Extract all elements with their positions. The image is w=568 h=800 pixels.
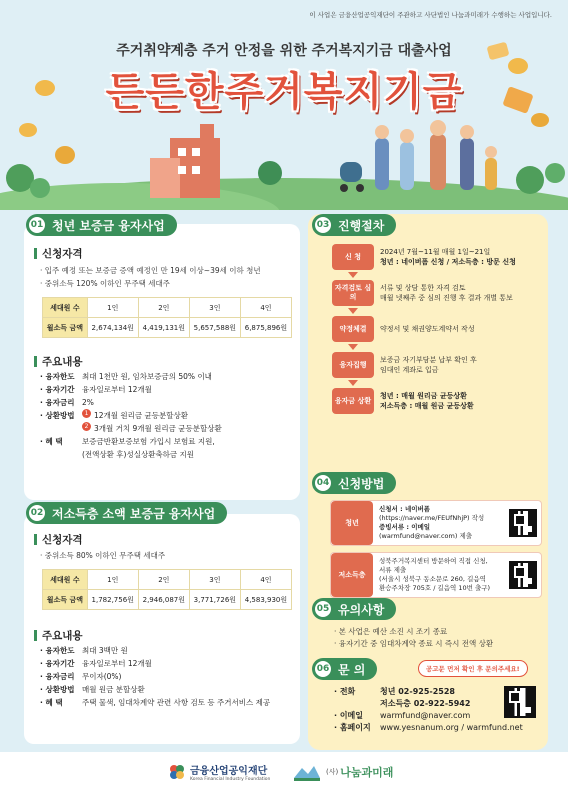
list-item: · 상환방법 1 12개월 원리금 균등분할상환	[40, 410, 189, 420]
apply-label: 청년	[331, 501, 373, 545]
step-label: 신 청	[332, 244, 374, 270]
step-label: 자격검토 심의	[332, 280, 374, 306]
table-row	[43, 318, 292, 338]
section-number: 05	[314, 600, 332, 618]
income-table-youth	[42, 297, 292, 338]
section-title: 신청방법	[338, 476, 385, 491]
form-link[interactable]: (https://naver.me/FEUfNhjP) 작성	[379, 514, 485, 522]
list-item: · 융자금리 2%	[40, 398, 94, 407]
table-cell: 2,946,087원	[138, 590, 189, 610]
notes-list	[334, 626, 493, 650]
list-item: · 융자기간 융자일로부터 12개월	[40, 385, 152, 394]
contact-website[interactable]: www.yesnanum.org / warmfund.net	[380, 723, 523, 732]
step-label: 융자금 상환	[332, 388, 374, 414]
list-item: · 융자한도 최대 3백만 원	[40, 646, 128, 655]
qr-code-icon	[504, 686, 536, 718]
hero-illustration	[0, 118, 568, 210]
apply-youth-row: 청년 신청서 : 네이버폼 (https://naver.me/FEUfNhjP) 작성 증빙서류 : 이메일 (warmfund@naver.com) 제출	[330, 500, 542, 546]
table-cell: 1,782,756원	[87, 590, 138, 610]
contact-bubble: 공고문 먼저 확인 후 문의주세요!	[418, 660, 528, 677]
page-subtitle: 주거취약계층 주거 안정을 위한 주거복지기금 대출사업	[116, 43, 452, 59]
list-item: · 융자기간 중 임대차계약 종료 시 즉시 전액 상환	[334, 639, 494, 648]
process-steps	[332, 242, 542, 416]
step-label: 융자집행	[332, 352, 374, 378]
apply-label: 저소득층	[331, 553, 373, 597]
eligibility-list	[40, 550, 165, 561]
process-step: 약정체결 약정서 및 채권양도계약서 작성	[332, 314, 542, 344]
table-cell: 5,657,588원	[189, 318, 240, 338]
table-row	[43, 590, 292, 610]
process-step: 융자집행 보증금 자기부담분 납부 확인 후 임대인 계좌로 입금	[332, 350, 542, 380]
table-cell: 월소득 금액	[43, 318, 88, 338]
section-title: 청년 보증금 융자사업	[52, 218, 165, 233]
section-notes-header	[312, 598, 396, 620]
eligibility-title: 신청자격	[34, 532, 83, 547]
list-item: · 융자한도 최대 1천만 원, 임차보증금의 50% 이내	[40, 372, 212, 381]
table-cell: 3인	[189, 570, 240, 590]
contact-email[interactable]: warmfund@naver.com	[380, 711, 471, 720]
eligibility-item: · 중위소득 80% 이하인 무주택 세대주	[40, 551, 166, 560]
table-cell: 6,875,896원	[240, 318, 291, 338]
list-item: · 본 사업은 예산 소진 시 조기 종료	[334, 627, 448, 636]
email-link[interactable]: (warmfund@naver.com) 제출	[379, 532, 473, 540]
section-title: 유의사항	[338, 602, 385, 617]
section-process-header	[312, 214, 396, 236]
list-item: · 혜 택 보증금반환보증보험 가입시 보험료 지원,	[40, 437, 215, 446]
table-row	[43, 570, 292, 590]
table-cell: 2인	[138, 298, 189, 318]
section-title: 문 의	[338, 662, 366, 677]
nanum-logo-icon	[292, 762, 322, 782]
content-title: 주요내용	[34, 628, 83, 643]
page-title: 든든한주거복지기금	[105, 69, 463, 115]
table-cell: 월소득 금액	[43, 590, 88, 610]
list-item: (전액상환 후)성실상환축하금 지원	[82, 450, 195, 459]
phone-low[interactable]: 저소득층 02-922-5942	[380, 699, 471, 708]
qr-code-icon	[509, 509, 537, 537]
qr-code-icon	[509, 561, 537, 589]
section-number: 03	[314, 216, 332, 234]
eligibility-list	[40, 264, 261, 290]
footer	[0, 752, 568, 800]
list-item: · 상환방법 매월 원금 분할상환	[40, 685, 145, 694]
table-cell: 1인	[87, 570, 138, 590]
step-label: 약정체결	[332, 316, 374, 342]
section-title: 진행절차	[338, 218, 385, 233]
contact-list: · 전화 청년 02-925-2528 저소득층 02-922-5942 · 이메일 warmfund@naver.com · 홈페이지 www.yesnanum.org / warmfund.net	[334, 687, 523, 732]
eligibility-item: · 중위소득 120% 이하인 무주택 세대주	[40, 279, 170, 288]
table-cell: 1인	[87, 298, 138, 318]
section-low-income-header	[26, 502, 227, 524]
table-cell: 3,771,726원	[189, 590, 240, 610]
number-badge: 1	[82, 409, 91, 418]
table-cell: 4인	[240, 570, 291, 590]
process-step: 신 청 2024년 7월~11월 매월 1일~21일 청년 : 네이버폼 신청 / 저소득층 : 방문 신청	[332, 242, 542, 272]
table-cell: 2인	[138, 570, 189, 590]
table-cell: 2,674,134원	[87, 318, 138, 338]
list-item: · 융자기간 융자일로부터 12개월	[40, 659, 152, 668]
table-cell: 4,583,930원	[240, 590, 291, 610]
kfif-logo-icon	[168, 763, 186, 781]
eligibility-title: 신청자격	[34, 246, 83, 261]
table-cell: 4인	[240, 298, 291, 318]
section-number: 04	[314, 474, 332, 492]
section-number: 02	[28, 504, 46, 522]
section-number: 01	[28, 216, 46, 234]
table-cell: 세대원 수	[43, 298, 88, 318]
content-list-low	[40, 644, 270, 709]
table-cell: 3인	[189, 298, 240, 318]
footer-logo-nanum: (사) 나눔과미래	[292, 762, 393, 782]
section-youth-header	[26, 214, 177, 236]
table-cell: 4,419,131원	[138, 318, 189, 338]
section-title: 저소득층 소액 보증금 융자사업	[52, 506, 216, 521]
content-title: 주요내용	[34, 354, 83, 369]
table-row	[43, 298, 292, 318]
content-list-youth	[40, 370, 222, 461]
process-step: 자격검토 심의 서류 및 상담 통한 자격 검토 매월 넷째주 중 심의 진행 후 결과 개별 통보	[332, 278, 542, 308]
table-cell: 세대원 수	[43, 570, 88, 590]
footer-logo-kfif: 금융산업공익재단 Korea Financial Industry Foundation	[168, 762, 270, 782]
list-item: 2 3개월 거치 9개월 원리금 균등분할상환	[40, 422, 222, 435]
income-table-low	[42, 569, 292, 610]
apply-low-row: 저소득층 성북주거복지센터 방문하여 직접 신청, 서류 제출 (서울시 성북구 동소문로 260, 길음역 환승주차장 705호 / 길음역 10번 출구)	[330, 552, 542, 598]
section-number: 06	[314, 660, 332, 678]
list-item: · 혜 택 주택 물색, 임대차계약 관련 사항 검토 등 주거서비스 제공	[40, 698, 271, 707]
section-contact-header	[312, 658, 377, 680]
section-apply-header	[312, 472, 396, 494]
sponsor-notice: 이 사업은 금융산업공익재단이 주관하고 사단법인 나눔과미래가 수행하는 사업입니다.	[309, 11, 552, 19]
list-item: · 융자금리 무이자(0%)	[40, 672, 122, 681]
number-badge: 2	[82, 422, 91, 431]
eligibility-item: · 입주 예정 또는 보증금 증액 예정인 만 19세 이상~39세 이하 청년	[40, 266, 261, 275]
phone-youth[interactable]: 청년 02-925-2528	[380, 687, 455, 696]
process-step: 융자금 상환 청년 : 매월 원리금 균등상환 저소득층 : 매월 원금 균등상환	[332, 386, 542, 416]
